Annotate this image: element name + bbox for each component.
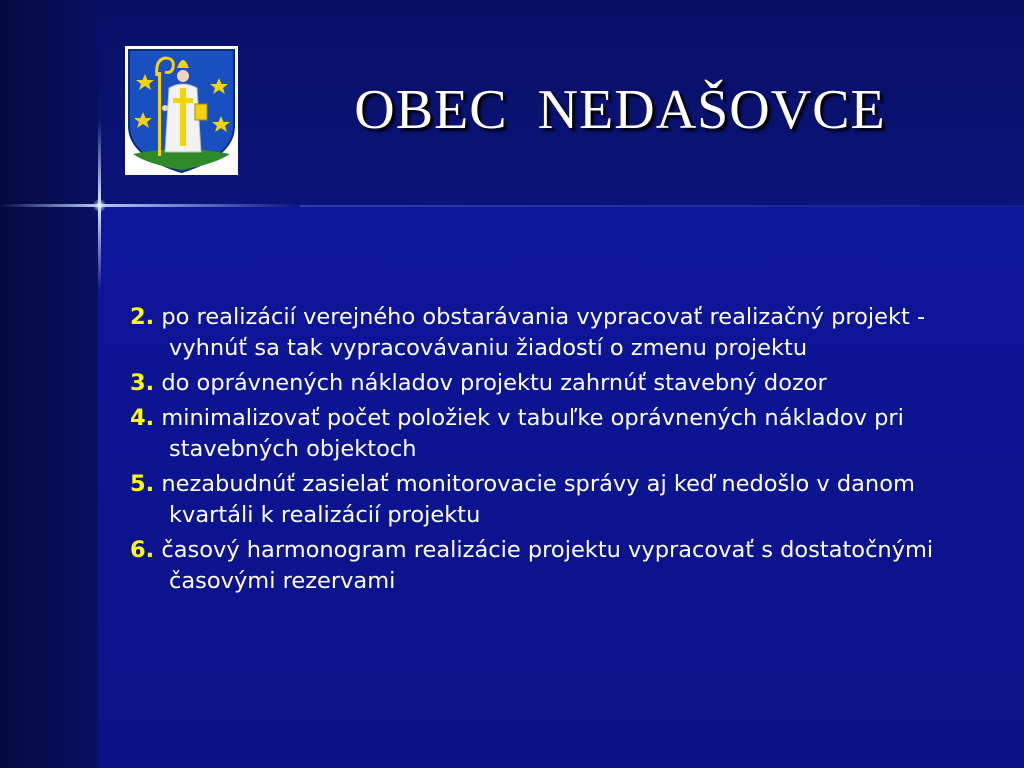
coat-of-arms-icon [125, 46, 238, 175]
item-number: 5. [130, 471, 155, 497]
left-band [0, 0, 98, 768]
list-item [130, 469, 980, 531]
list-item [130, 535, 980, 597]
list-item [130, 368, 980, 399]
item-text: po realizácií verejného obstarávania vypracovať realizačný projekt - vyhnúť sa tak vypracovávaniu žiadostí o zmenu projektu [161, 304, 926, 361]
item-text: minimalizovať počet položiek v tabuľke oprávnených nákladov pri stavebných objektoch [161, 405, 904, 462]
item-number: 3. [130, 370, 155, 396]
light-flare-core [93, 199, 106, 212]
divider-line [300, 205, 1024, 207]
item-number: 2. [130, 304, 155, 330]
list-item [130, 302, 980, 364]
recommendation-list [130, 302, 980, 601]
light-flare-horizontal [0, 204, 300, 207]
list-item [130, 403, 980, 465]
slide-title: OBEC NEDAŠOVCE [354, 79, 886, 141]
item-number: 6. [130, 537, 155, 563]
item-text: do oprávnených nákladov projektu zahrnúť stavebný dozor [161, 370, 827, 396]
item-text: nezabudnúť zasielať monitorovacie správy aj keď nedošlo v danom kvartáli k realizácií projektu [161, 471, 915, 528]
item-number: 4. [130, 405, 155, 431]
item-text: časový harmonogram realizácie projektu vypracovať s dostatočnými časovými rezervami [161, 537, 934, 594]
